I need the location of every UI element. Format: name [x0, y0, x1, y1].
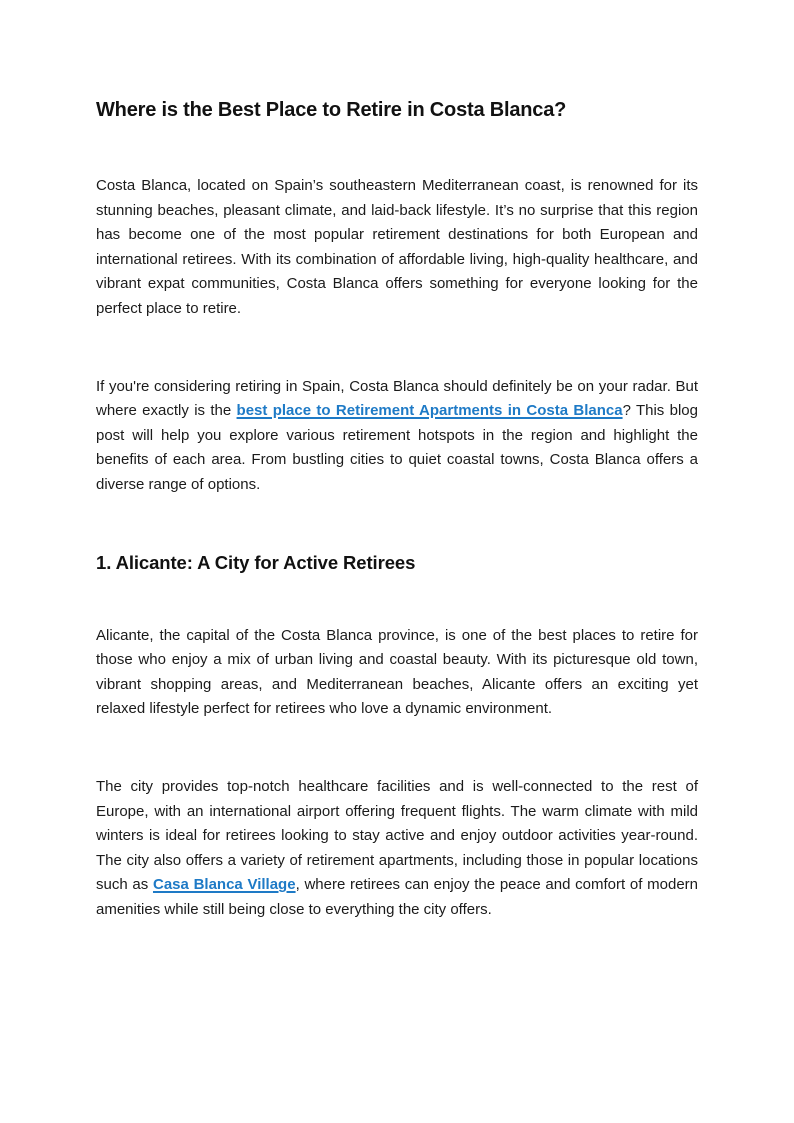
paragraph-alicante: Alicante, the capital of the Costa Blanca province, is one of the best places to retire for those who enjoy a mix of urban living and coastal beauty. With its picturesque old town, vibrant shopping areas, and Mediterranean beaches, Alicante offers an exciting yet relaxed lifestyle perfect for retirees who love a dynamic environment.	[96, 626, 698, 718]
paragraph-text-after-link: ? This blog post will help you explore various retirement hotspots in the region and highlight the benefits of each area. From bustling cities to quiet coastal towns, Costa Blanca offers a diverse range of options.	[96, 402, 698, 493]
paragraph-text-before-link: If you're considering retiring in Spain, Costa Blanca should definitely be on your radar. But where exactly is the	[96, 377, 698, 420]
paragraph-text-before-link: The city provides top-notch healthcare facilities and is well-connected to the rest of Europe, with an international airport offering frequent flights. The warm climate with mild winters is ideal for retirees looking to stay active and enjoy outdoor activities year-round. The city also offers a variety of retirement apartments, including those in popular locations such as	[96, 778, 698, 894]
retirement-apartments-link[interactable]: best place to Retirement Apartments in Costa Blanca	[236, 402, 623, 420]
paragraph-intro: Costa Blanca, located on Spain’s southeastern Mediterranean coast, is renowned for its stunning beaches, pleasant climate, and laid-back lifestyle. It’s no surprise that this region has become one of the most popular retirement destinations for both European and international retirees. With its combination of affordable living, high-quality healthcare, and vibrant expat communities, Costa Blanca offers something for everyone looking for the perfect place to retire.	[96, 177, 698, 317]
section-heading-alicante: 1. Alicante: A City for Active Retirees	[96, 551, 416, 573]
paragraph-retiring-radar	[96, 375, 698, 498]
paragraph-text-after-link: , where retirees can enjoy the peace and comfort of modern amenities while still being close to everything the city offers.	[96, 876, 698, 918]
casa-blanca-village-link[interactable]: Casa Blanca Village	[152, 876, 296, 894]
page-title: Where is the Best Place to Retire in Costa Blanca?	[96, 99, 567, 121]
paragraph-healthcare	[96, 775, 698, 923]
